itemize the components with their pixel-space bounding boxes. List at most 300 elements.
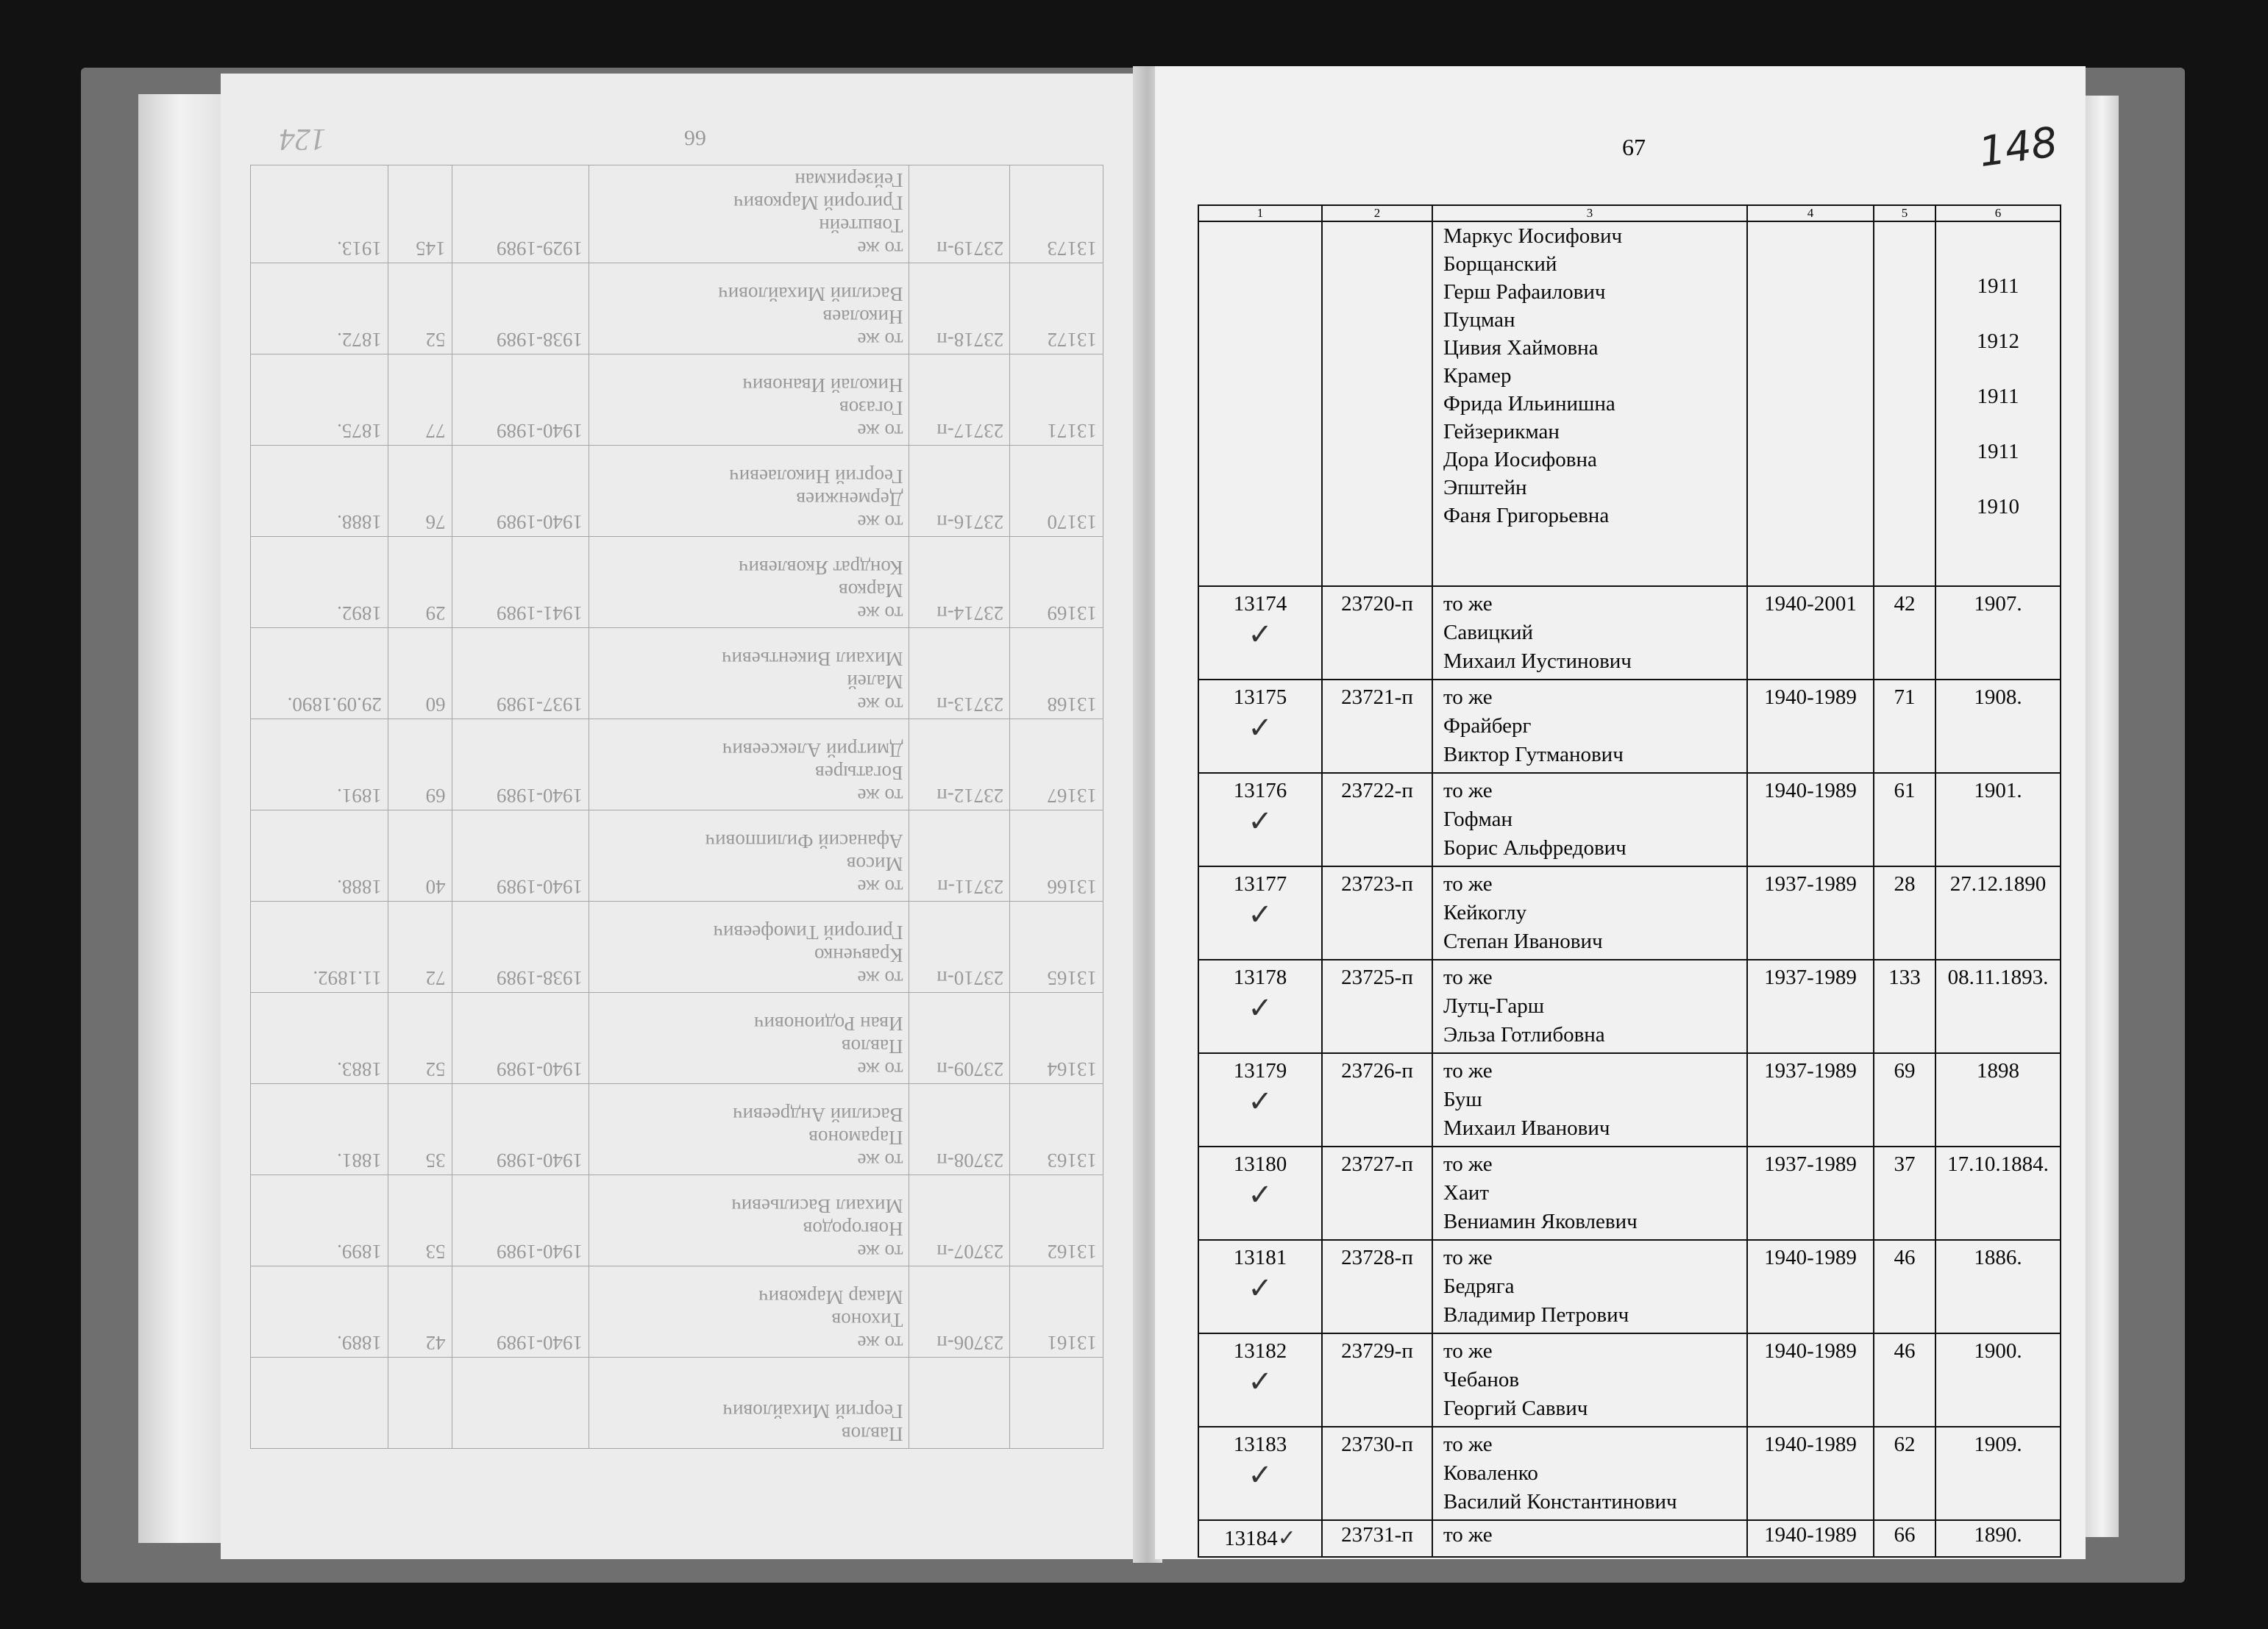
name-line: Фаня Григорьевна — [1443, 504, 1610, 527]
table-row — [1198, 1520, 2061, 1557]
name-line: то же — [857, 329, 903, 351]
name-line: то же — [857, 511, 903, 533]
name-line: Дмитрий Алексеевич — [722, 739, 903, 761]
count-cell: 69 — [1874, 1053, 1935, 1147]
name-line: Дерменжиев — [796, 488, 903, 510]
record-number-cell: 13172 — [1010, 263, 1103, 354]
archive-folio-number: 148 — [1975, 118, 2061, 177]
name-line: Лутц-Гарш — [1443, 994, 1545, 1018]
record-number: 13176 — [1233, 779, 1287, 802]
count-cell: 69 — [388, 719, 452, 810]
birth-year: 1911 — [1977, 440, 2019, 463]
file-number-cell: 23723-п — [1322, 866, 1432, 960]
bleed-through-row — [251, 263, 1103, 354]
names-cell — [589, 902, 909, 993]
name-line: Парамонов — [808, 1127, 903, 1149]
count-cell: 52 — [388, 263, 452, 354]
birth-year-cell: 1907. — [1935, 586, 2061, 680]
bleed-through-row — [251, 165, 1103, 263]
years-cell: 1940-1989 — [1747, 1520, 1874, 1557]
column-header: 1 — [1198, 205, 1322, 221]
name-line: Эльза Готлибовна — [1443, 1023, 1605, 1047]
check-mark-icon: ✓ — [1248, 1458, 1273, 1492]
birth-year-cell: 27.12.1890 — [1935, 866, 2061, 960]
table-row — [1198, 1240, 2061, 1333]
bleed-through-row — [251, 993, 1103, 1084]
record-number-cell: 13169 — [1010, 537, 1103, 628]
names-cell — [589, 719, 909, 810]
record-number-cell — [1198, 680, 1322, 773]
check-mark-icon: ✓ — [1248, 1365, 1273, 1399]
years-cell: 1940-1989 — [452, 810, 589, 902]
birth-year: 1912 — [1977, 329, 2019, 353]
names-cell — [589, 446, 909, 537]
file-number-cell: 23712-п — [909, 719, 1010, 810]
birth-year-cell: 17.10.1884. — [1935, 1147, 2061, 1240]
names-cell — [1432, 1427, 1747, 1520]
left-page-bleed-through — [250, 125, 1103, 1449]
name-line: Григорий Маркович — [733, 192, 903, 214]
column-header: 2 — [1322, 205, 1432, 221]
birth-year: 1910 — [1977, 495, 2019, 518]
name-line: Кондрат Яковлевич — [738, 557, 903, 579]
name-line: то же — [857, 420, 903, 442]
record-number-cell: 13173 — [1010, 165, 1103, 263]
name-line: Василий Андреевич — [733, 1104, 903, 1126]
years-cell: 1940-2001 — [1747, 586, 1874, 680]
name-line: Иван Родионович — [753, 1013, 903, 1035]
name-line: Кравченко — [814, 944, 903, 966]
column-header: 5 — [1874, 205, 1935, 221]
birth-year-cell: 1900. — [1935, 1333, 2061, 1427]
column-header-row — [1198, 205, 2061, 221]
birth-year-cell: 1886. — [1935, 1240, 2061, 1333]
name-line: Коваленко — [1443, 1461, 1538, 1485]
bleed-through-row — [251, 1084, 1103, 1175]
name-line: Герш Рафаилович — [1443, 280, 1606, 304]
record-number: 13181 — [1233, 1246, 1287, 1269]
years-cell: 1937-1989 — [1747, 1147, 1874, 1240]
name-line: Георгий Михайлович — [722, 1400, 903, 1422]
name-line: Кейкоглу — [1443, 901, 1527, 924]
name-line: то же — [1443, 1059, 1493, 1083]
name-line: то же — [1443, 872, 1493, 896]
birth-year: 1911 — [1977, 385, 2019, 408]
count-cell — [388, 1358, 452, 1449]
record-number: 13184 — [1224, 1527, 1278, 1550]
count-cell: 37 — [1874, 1147, 1935, 1240]
names-cell — [589, 263, 909, 354]
years-cell: 1940-1989 — [452, 993, 589, 1084]
years-cell: 1938-1989 — [452, 902, 589, 993]
file-number-cell: 23714-п — [909, 537, 1010, 628]
record-number-cell — [1198, 586, 1322, 680]
name-line: то же — [1443, 779, 1493, 802]
record-number: 13175 — [1233, 685, 1287, 709]
record-number: 13177 — [1233, 872, 1287, 896]
years-cell: 1940-1989 — [1747, 1240, 1874, 1333]
name-line: то же — [1443, 1246, 1493, 1269]
birth-year-cell: 1909. — [1935, 1427, 2061, 1520]
file-number-cell: 23711-п — [909, 810, 1010, 902]
file-number-cell: 23706-п — [909, 1266, 1010, 1358]
count-cell: 66 — [1874, 1520, 1935, 1557]
name-line: Бедряга — [1443, 1275, 1515, 1298]
names-cell — [1432, 773, 1747, 866]
check-mark-icon: ✓ — [1248, 991, 1273, 1025]
count-cell: 77 — [388, 354, 452, 446]
name-line: Василий Михайлович — [718, 283, 903, 305]
years-cell — [452, 1358, 589, 1449]
count-cell: 40 — [388, 810, 452, 902]
name-line: Маркус Иосифович — [1443, 224, 1623, 248]
count-cell: 35 — [388, 1084, 452, 1175]
name-line: то же — [1443, 966, 1493, 989]
name-line: Крамер — [1443, 364, 1512, 388]
name-line: Георгий Саввич — [1443, 1397, 1588, 1420]
birth-year-cell: 1901. — [1935, 773, 2061, 866]
register-table — [1198, 204, 2061, 1558]
check-mark-icon: ✓ — [1248, 1178, 1273, 1212]
file-number-cell — [909, 1358, 1010, 1449]
count-cell: 61 — [1874, 773, 1935, 866]
name-line: Павлов — [841, 1423, 903, 1445]
count-cell: 72 — [388, 902, 452, 993]
name-line: Цивия Хаймовна — [1443, 336, 1599, 360]
file-number-cell: 23721-п — [1322, 680, 1432, 773]
count-cell: 42 — [388, 1266, 452, 1358]
years-cell: 1937-1989 — [1747, 1053, 1874, 1147]
table-row — [1198, 773, 2061, 866]
record-number-cell: 13171 — [1010, 354, 1103, 446]
name-line: Гейзерикман — [1443, 420, 1560, 443]
names-cell — [1432, 586, 1747, 680]
file-number-cell: 23708-п — [909, 1084, 1010, 1175]
names-cell — [1432, 1147, 1747, 1240]
name-line: Степан Иванович — [1443, 930, 1603, 953]
name-line: Борщанский — [1443, 252, 1557, 276]
name-line: то же — [1443, 1339, 1493, 1363]
count-cell: 28 — [1874, 866, 1935, 960]
record-number-cell: 13167 — [1010, 719, 1103, 810]
name-line: Павлов — [841, 1035, 903, 1058]
name-line: то же — [857, 1241, 903, 1263]
names-cell — [589, 810, 909, 902]
name-line: Макар Маркович — [758, 1286, 903, 1308]
name-line: то же — [857, 238, 903, 260]
file-number-cell: 23718-п — [909, 263, 1010, 354]
names-cell — [1432, 960, 1747, 1053]
record-number-cell — [1198, 773, 1322, 866]
birth-year-cell: 1881. — [251, 1084, 388, 1175]
birth-year-cell: 1891. — [251, 719, 388, 810]
bleed-through-row — [251, 537, 1103, 628]
name-line: то же — [1443, 1523, 1493, 1547]
name-line: то же — [857, 1058, 903, 1080]
name-line: Фрида Ильинишна — [1443, 392, 1615, 416]
birth-year-cell: 08.11.1893. — [1935, 960, 2061, 1053]
name-line: Фрайберг — [1443, 714, 1532, 738]
bleed-through-row — [251, 628, 1103, 719]
name-line: Новгородов — [803, 1218, 903, 1240]
column-header: 3 — [1432, 205, 1747, 221]
years-cell: 1938-1989 — [452, 263, 589, 354]
table-row — [1198, 1427, 2061, 1520]
name-line: то же — [1443, 685, 1493, 709]
count-cell: 62 — [1874, 1427, 1935, 1520]
name-line: Гофман — [1443, 808, 1513, 831]
record-number: 13180 — [1233, 1152, 1287, 1176]
page-block-right — [2086, 96, 2119, 1537]
table-row — [1198, 586, 2061, 680]
birth-year-cell: 1872. — [251, 263, 388, 354]
check-mark-icon: ✓ — [1248, 898, 1273, 932]
names-cell — [589, 993, 909, 1084]
record-number: 13182 — [1233, 1339, 1287, 1363]
bleed-through-row — [251, 1175, 1103, 1266]
count-cell: 42 — [1874, 586, 1935, 680]
birth-year-cell: 1889. — [251, 1266, 388, 1358]
bleed-through-row — [251, 810, 1103, 902]
years-cell: 1940-1989 — [452, 1175, 589, 1266]
name-line: Малей — [847, 671, 903, 693]
years-cell: 1940-1989 — [1747, 1427, 1874, 1520]
years-cell: 1937-1989 — [1747, 866, 1874, 960]
record-number: 13179 — [1233, 1059, 1287, 1083]
name-line: Эпштейн — [1443, 476, 1527, 499]
years-cell — [1747, 221, 1874, 586]
name-line: Василий Константинович — [1443, 1490, 1677, 1514]
count-cell: 29 — [388, 537, 452, 628]
table-row — [1198, 866, 2061, 960]
years-cell: 1940-1989 — [1747, 680, 1874, 773]
years-cell: 1940-1989 — [452, 354, 589, 446]
name-line: то же — [1443, 1433, 1493, 1456]
name-line: то же — [857, 785, 903, 807]
years-cell: 1940-1989 — [1747, 773, 1874, 866]
bleed-through-row — [251, 1358, 1103, 1449]
years-cell: 1937-1989 — [452, 628, 589, 719]
name-line: Михаил Викентьевич — [722, 648, 903, 670]
table-row — [1198, 1333, 2061, 1427]
file-number-cell: 23725-п — [1322, 960, 1432, 1053]
file-number-cell: 23720-п — [1322, 586, 1432, 680]
name-line: Буш — [1443, 1088, 1482, 1111]
file-number-cell — [1322, 221, 1432, 586]
record-number-cell — [1198, 960, 1322, 1053]
name-line: то же — [1443, 1152, 1493, 1176]
record-number-cell — [1198, 866, 1322, 960]
table-row-continued — [1198, 221, 2061, 586]
record-number: 13174 — [1233, 592, 1287, 616]
names-cell — [1432, 221, 1747, 586]
name-line: Николаев — [822, 306, 903, 328]
file-number-cell: 23709-п — [909, 993, 1010, 1084]
names-cell — [1432, 866, 1747, 960]
file-number-cell: 23707-п — [909, 1175, 1010, 1266]
name-line: Мисов — [846, 853, 903, 875]
name-line: Дора Иосифовна — [1443, 448, 1597, 471]
file-number-cell: 23710-п — [909, 902, 1010, 993]
count-cell: 60 — [388, 628, 452, 719]
record-number-cell: 13164 — [1010, 993, 1103, 1084]
birth-year-cell: 1890. — [1935, 1520, 2061, 1557]
record-number-cell: 13161 — [1010, 1266, 1103, 1358]
names-cell — [589, 628, 909, 719]
name-line: Гогазов — [839, 397, 903, 419]
name-line: Владимир Петрович — [1443, 1303, 1629, 1327]
names-cell — [1432, 680, 1747, 773]
birth-year-cell — [251, 1358, 388, 1449]
file-number-cell: 23729-п — [1322, 1333, 1432, 1427]
name-line: то же — [857, 967, 903, 989]
check-mark-icon: ✓ — [1248, 711, 1273, 745]
name-line: Михаил Васильевич — [731, 1195, 903, 1217]
record-number: 13178 — [1233, 966, 1287, 989]
count-cell: 133 — [1874, 960, 1935, 1053]
names-cell — [589, 1084, 909, 1175]
names-cell — [589, 354, 909, 446]
record-number-cell — [1198, 221, 1322, 586]
years-cell: 1940-1989 — [452, 446, 589, 537]
record-number-cell — [1198, 1333, 1322, 1427]
years-cell: 1929-1989 — [452, 165, 589, 263]
record-number-cell: 13165 — [1010, 902, 1103, 993]
file-number-cell: 23722-п — [1322, 773, 1432, 866]
name-line: то же — [857, 1332, 903, 1354]
record-number-cell — [1198, 1053, 1322, 1147]
record-number-cell: 13166 — [1010, 810, 1103, 902]
name-line: Михаил Иустинович — [1443, 649, 1632, 673]
birth-year-cell: 1892. — [251, 537, 388, 628]
file-number-cell: 23730-п — [1322, 1427, 1432, 1520]
file-number-cell: 23719-п — [909, 165, 1010, 263]
names-cell — [589, 165, 909, 263]
birth-year-cell: 1888. — [251, 446, 388, 537]
years-cell: 1940-1989 — [452, 1266, 589, 1358]
years-cell: 1937-1989 — [1747, 960, 1874, 1053]
record-number-cell: 13170 — [1010, 446, 1103, 537]
count-cell: 46 — [1874, 1240, 1935, 1333]
name-line: Гейзерикман — [794, 169, 903, 191]
birth-year-cell: 1913. — [251, 165, 388, 263]
names-cell — [1432, 1240, 1747, 1333]
table-row — [1198, 1147, 2061, 1240]
years-cell: 1940-1989 — [452, 1084, 589, 1175]
column-header: 6 — [1935, 205, 2061, 221]
name-line: Вениамин Яковлевич — [1443, 1210, 1638, 1233]
name-line: Николай Иванович — [742, 374, 903, 396]
name-line: Григорий Тимофеевич — [713, 922, 903, 944]
record-number-cell — [1198, 1147, 1322, 1240]
years-cell: 1940-1989 — [1747, 1333, 1874, 1427]
file-number-cell: 23716-п — [909, 446, 1010, 537]
file-number-cell: 23728-п — [1322, 1240, 1432, 1333]
file-number-cell: 23727-п — [1322, 1147, 1432, 1240]
name-line: Товштейн — [819, 215, 903, 237]
name-line: Георгий Николаевич — [729, 466, 903, 488]
birth-year-cell: 29.09.1890. — [251, 628, 388, 719]
bleed-through-row — [251, 902, 1103, 993]
table-row — [1198, 680, 2061, 773]
names-cell — [589, 1358, 909, 1449]
birth-year-cell: 1908. — [1935, 680, 2061, 773]
name-line: то же — [857, 602, 903, 624]
record-number-cell: 13163 — [1010, 1084, 1103, 1175]
count-cell: 76 — [388, 446, 452, 537]
name-line: то же — [1443, 592, 1493, 616]
count-cell: 53 — [388, 1175, 452, 1266]
name-line: то же — [857, 1149, 903, 1172]
bleed-through-row — [251, 1266, 1103, 1358]
left-page-number: 66 — [684, 126, 706, 150]
check-mark-icon: ✓ — [1248, 805, 1273, 838]
birth-year-cell: 11.1892. — [251, 902, 388, 993]
names-cell — [1432, 1333, 1747, 1427]
column-header: 4 — [1747, 205, 1874, 221]
name-line: Хаит — [1443, 1181, 1490, 1205]
record-number: 13183 — [1233, 1433, 1287, 1456]
birth-year: 1911 — [1977, 274, 2019, 298]
record-number-cell — [1010, 1358, 1103, 1449]
left-register-table — [250, 165, 1103, 1449]
name-line: Виктор Гутманович — [1443, 743, 1624, 766]
file-number-cell: 23731-п — [1322, 1520, 1432, 1557]
name-line: Борис Альфредович — [1443, 836, 1627, 860]
record-number-cell — [1198, 1520, 1322, 1557]
record-number-cell: 13162 — [1010, 1175, 1103, 1266]
count-cell — [1874, 221, 1935, 586]
count-cell: 52 — [388, 993, 452, 1084]
bleed-through-row — [251, 446, 1103, 537]
name-line: Пуцман — [1443, 308, 1515, 332]
names-cell — [589, 1175, 909, 1266]
record-number-cell — [1198, 1240, 1322, 1333]
name-line: Чебанов — [1443, 1368, 1520, 1391]
names-cell — [589, 537, 909, 628]
file-number-cell: 23713-п — [909, 628, 1010, 719]
name-line: Марков — [839, 580, 903, 602]
record-number-cell — [1198, 1427, 1322, 1520]
record-number-cell: 13168 — [1010, 628, 1103, 719]
name-line: то же — [857, 694, 903, 716]
names-cell — [1432, 1520, 1747, 1557]
count-cell: 71 — [1874, 680, 1935, 773]
check-mark-icon: ✓ — [1248, 1085, 1273, 1119]
page-number: 67 — [1622, 134, 1646, 160]
name-line: Савицкий — [1443, 621, 1534, 644]
name-line: Тихонов — [831, 1309, 903, 1331]
years-cell: 1940-1989 — [452, 719, 589, 810]
birth-year-cell: 1899. — [251, 1175, 388, 1266]
file-number-cell: 23717-п — [909, 354, 1010, 446]
check-mark-icon: ✓ — [1277, 1525, 1296, 1551]
file-number-cell: 23726-п — [1322, 1053, 1432, 1147]
table-row — [1198, 1053, 2061, 1147]
name-line: Афанасий Филиппович — [705, 830, 903, 852]
name-line: Михаил Иванович — [1443, 1116, 1610, 1140]
name-line: Богатырев — [814, 762, 903, 784]
birth-year-cell: 1875. — [251, 354, 388, 446]
names-cell — [1432, 1053, 1747, 1147]
bleed-through-row — [251, 354, 1103, 446]
birth-years-cell — [1935, 221, 2061, 586]
names-cell — [589, 1266, 909, 1358]
count-cell: 46 — [1874, 1333, 1935, 1427]
check-mark-icon: ✓ — [1248, 1272, 1273, 1305]
count-cell: 145 — [388, 165, 452, 263]
bleed-through-row — [251, 719, 1103, 810]
